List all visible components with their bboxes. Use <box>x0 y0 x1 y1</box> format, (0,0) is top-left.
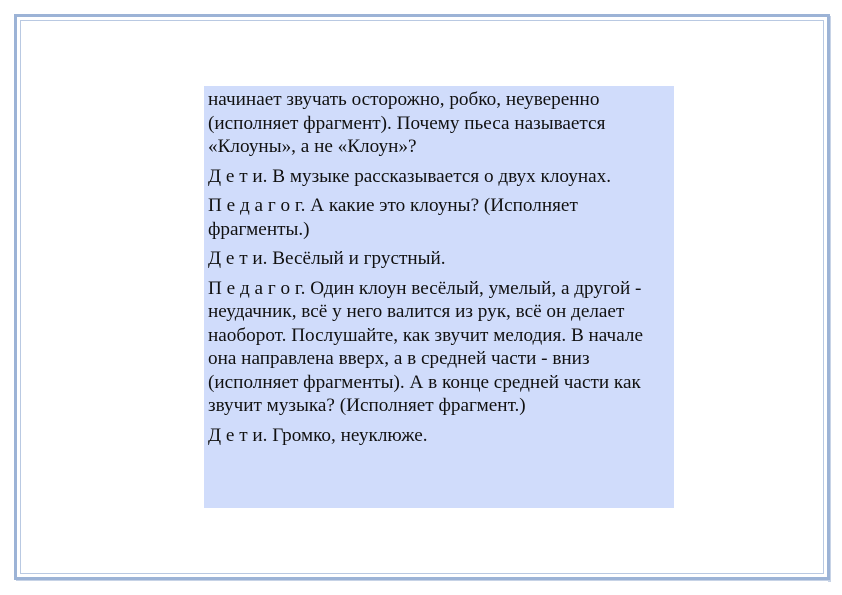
dialogue-text-block <box>204 86 674 508</box>
paragraph-intro: начинает звучать осторожно, робко, неуверенно (исполняет фрагмент). Почему пьеса называется «Клоуны», а не «Клоун»? <box>208 89 606 157</box>
paragraph-children-1: Д е т и. В музыке рассказывается о двух клоунах. <box>208 165 612 187</box>
paragraph-children-3: Д е т и. Громко, неуклюже. <box>208 424 428 446</box>
paragraph-teacher-2: П е д а г о г. Один клоун весёлый, умелый, а другой - неудачник, всё у него валится из рук, всё он делает наоборот. Послушайте, как звучит мелодия. В начале она направлена вверх, а в средней части - вниз (исполняет фрагменты). А в конце средней части как звучит музыка? (Исполняет фрагмент.) <box>208 277 643 416</box>
paragraph-children-2: Д е т и. Весёлый и грустный. <box>208 248 446 269</box>
paragraph-teacher-1: П е д а г о г. А какие это клоуны? (Исполняет фрагменты.) <box>208 195 578 240</box>
